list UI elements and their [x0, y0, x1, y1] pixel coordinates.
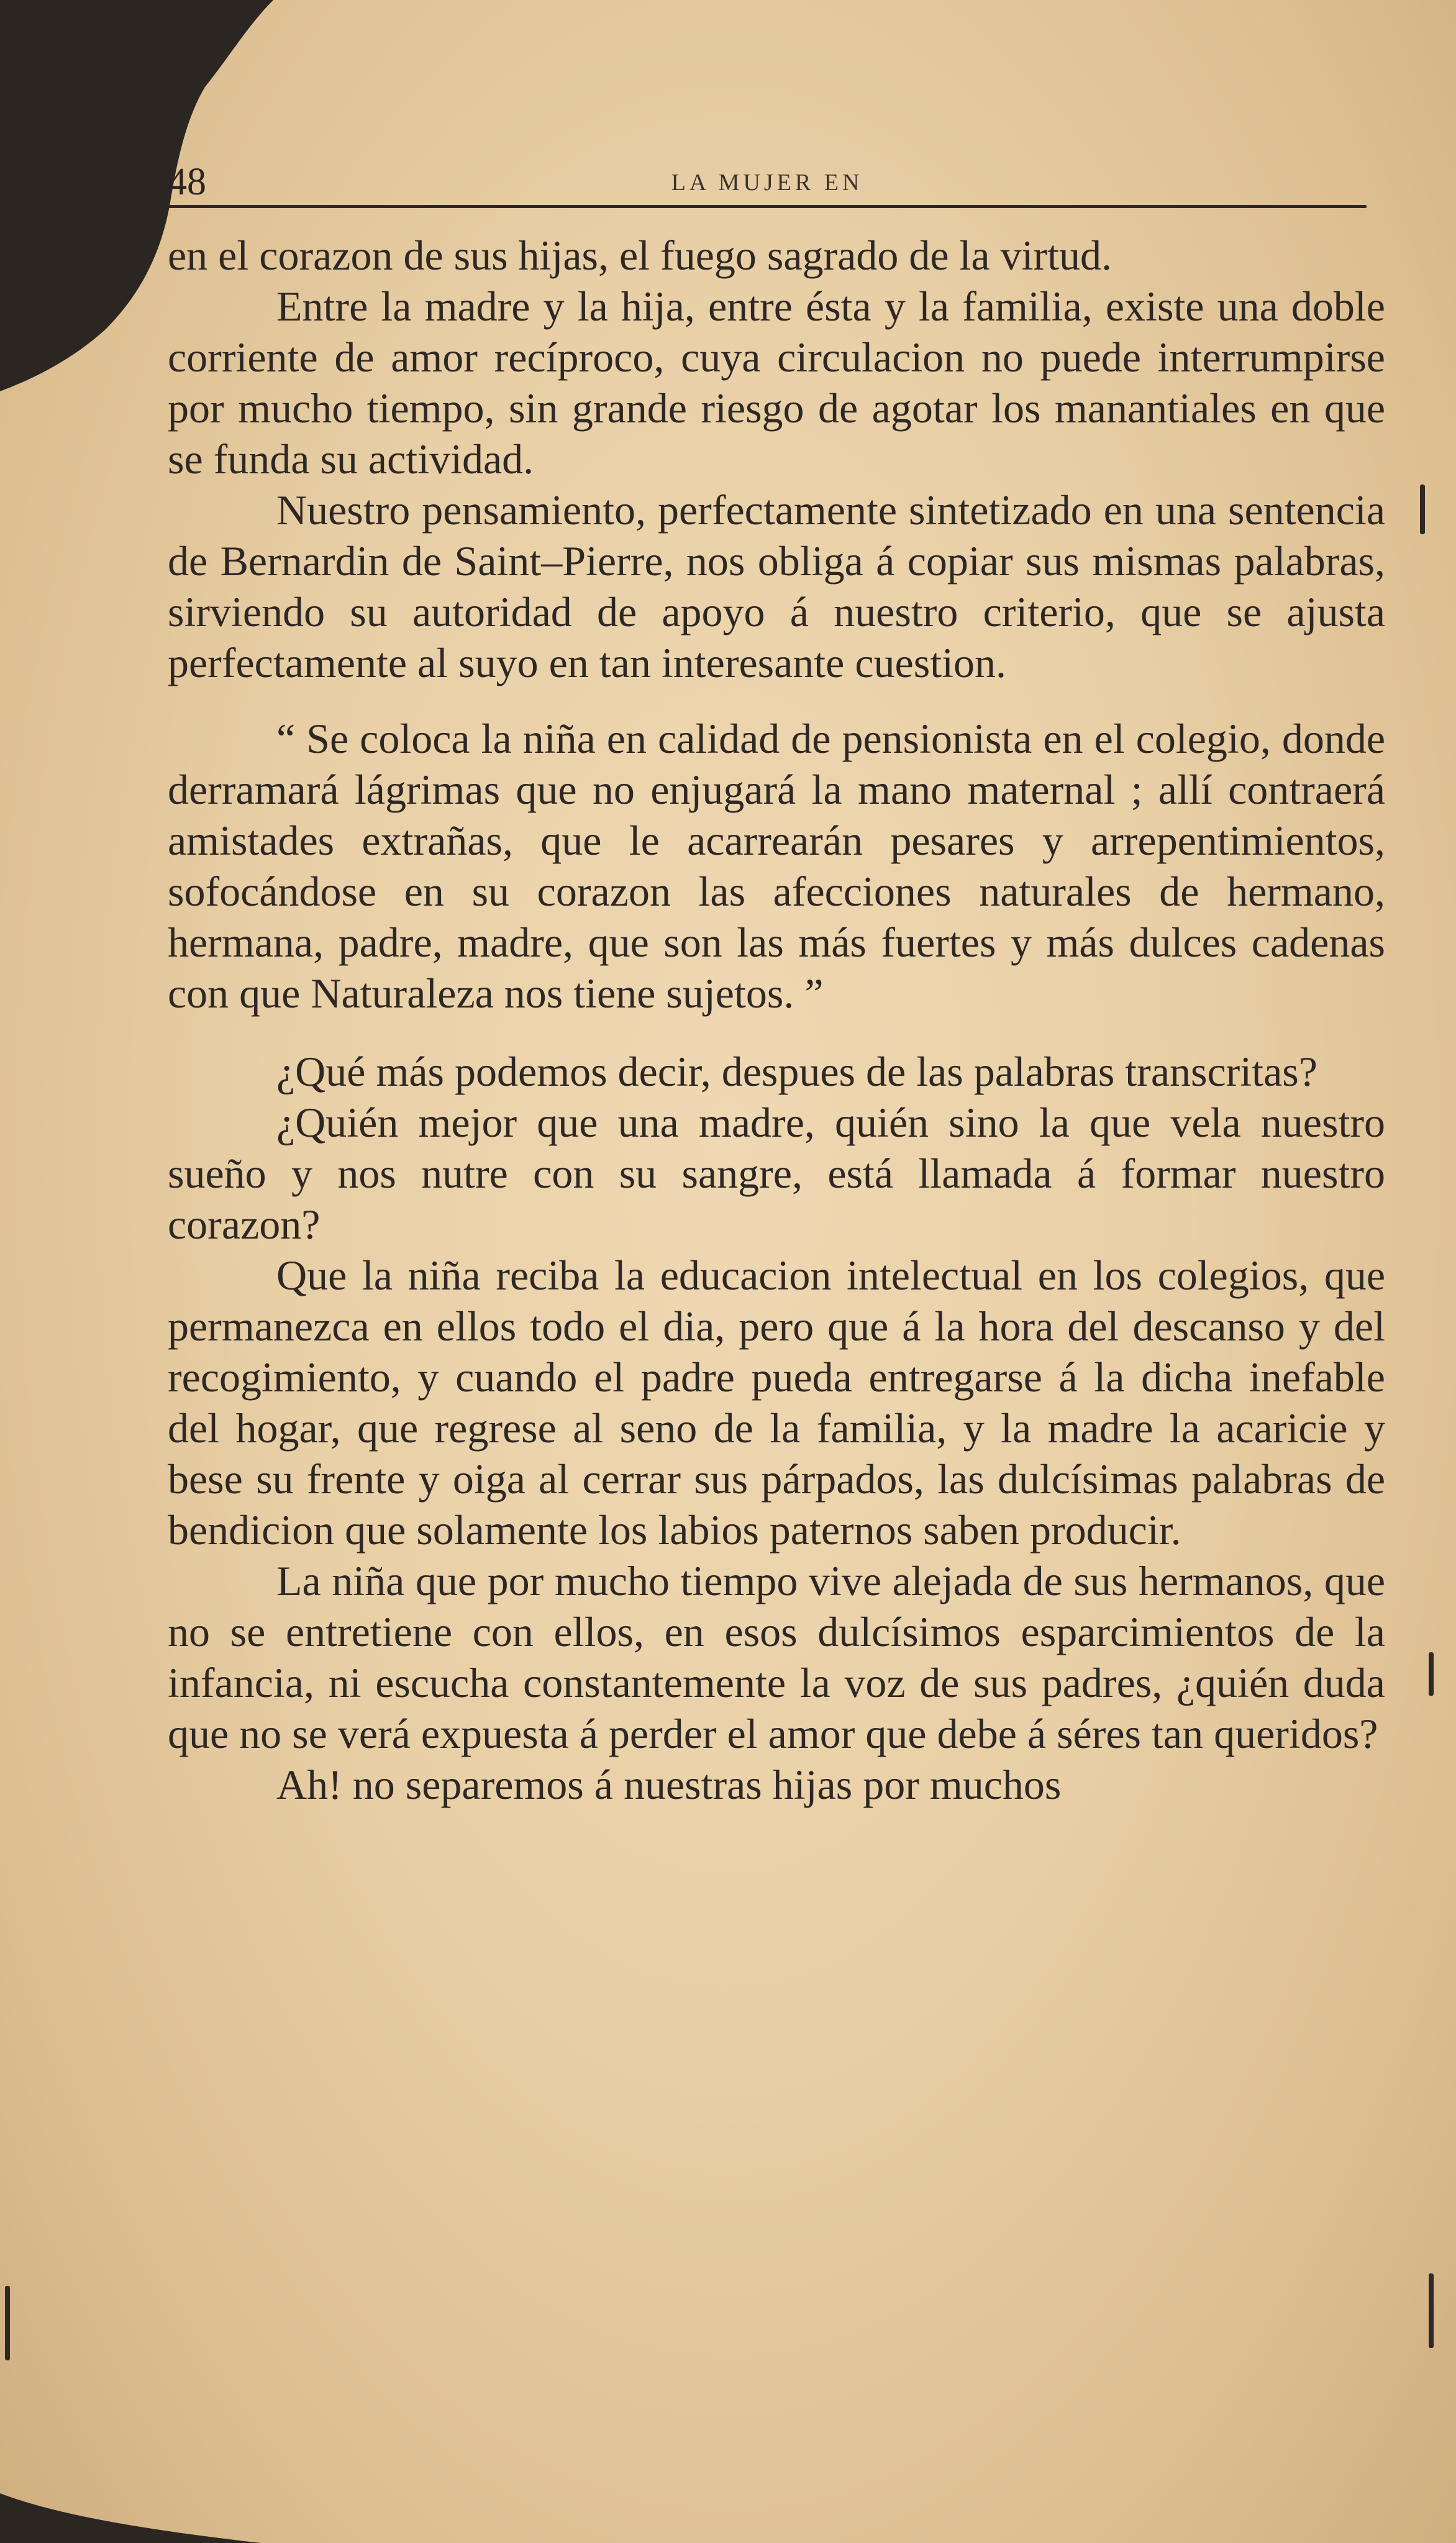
page-number: 48: [168, 161, 206, 203]
margin-mark: [5, 2286, 10, 2360]
quotation: “ Se coloca la niña en calidad de pensionista en el colegio, donde derramará lágrimas que no enjugará la mano maternal ; allí contraerá amistades extrañas, que le acarrearán pesares y arrepentimientos, sofocándose en su corazon las afecciones naturales de hermano, hermana, padre, madre, que son las más fuertes y más dulces cadenas con que Naturaleza nos tiene sujetos. ”: [168, 715, 1385, 1017]
margin-mark: [1429, 1652, 1434, 1696]
paragraph: ¿Quién mejor que una madre, quién sino la que vela nuestro sueño y nos nutre con su sangre, está llamada á formar nuestro corazon?: [168, 1099, 1385, 1248]
paragraph: Nuestro pensamiento, perfectamente sintetizado en una sentencia de Bernardin de Saint–Pierre, nos obliga á copiar sus mismas palabras, sirviendo su autoridad de apoyo á nuestro criterio, que se ajusta perfectamente al suyo en tan interesante cuestion.: [168, 486, 1385, 686]
paragraph: en el corazon de sus hijas, el fuego sagrado de la virtud.: [168, 232, 1112, 279]
paragraph: Entre la madre y la hija, entre ésta y la familia, existe una doble corriente de amor recíproco, cuya circulacion no puede interrumpirse por mucho tiempo, sin grande riesgo de agotar los manantiales en que se funda su actividad.: [168, 283, 1385, 483]
margin-mark: [1420, 484, 1425, 534]
paragraph: Ah! no separemos á nuestras hijas por muchos: [276, 1761, 1062, 1808]
page-header: [168, 160, 1367, 204]
paragraph: La niña que por mucho tiempo vive alejada de sus hermanos, que no se entretiene con ellos, en esos dulcísimos esparcimientos de la infancia, ni escucha constantemente la voz de sus padres, ¿quién duda que no se verá expuesta á perder el amor que debe á séres tan queridos?: [168, 1557, 1385, 1757]
body-text: [168, 230, 1385, 1810]
header-rule: [168, 205, 1367, 208]
paragraph: ¿Qué más podemos decir, despues de las palabras transcritas?: [276, 1048, 1317, 1095]
margin-mark: [1429, 2273, 1434, 2348]
running-head: LA MUJER EN: [671, 170, 863, 196]
paragraph: Que la niña reciba la educacion intelectual en los colegios, que permanezca en ellos todo el dia, pero que á la hora del descanso y del recogimiento, y cuando el padre pueda entregarse á la dicha inefable del hogar, que regrese al seno de la familia, y la madre la acaricie y bese su frente y oiga al cerrar sus párpados, las dulcísimas palabras de bendicion que solamente los labios paternos saben producir.: [168, 1252, 1385, 1554]
